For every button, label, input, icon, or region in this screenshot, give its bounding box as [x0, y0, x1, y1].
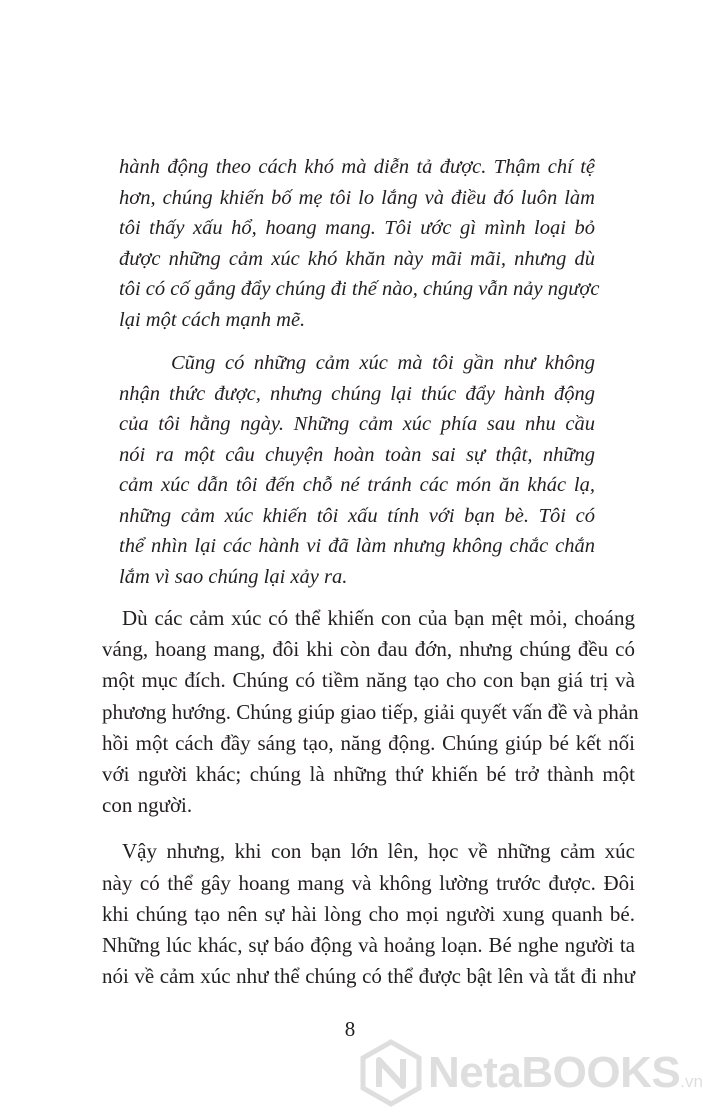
quote-line: nhận thức được, nhưng chúng lại thúc đẩy hành động — [119, 382, 595, 405]
body-paragraph-1 — [102, 603, 639, 821]
watermark — [360, 1040, 703, 1112]
quote-line: những cảm xúc khiến tôi xấu tính với bạn bè. Tôi có — [119, 504, 595, 527]
quote-line: hơn, chúng khiến bố mẹ tôi lo lắng và điều đó luôn làm — [119, 186, 595, 209]
body-line: Vậy nhưng, khi con bạn lớn lên, học về những cảm xúc — [122, 839, 635, 864]
body-line: nói về cảm xúc như thể chúng có thể được bật lên và tắt đi như — [102, 964, 635, 989]
quote-line: cảm xúc dẫn tôi đến chỗ né tránh các món ăn khác lạ, — [119, 474, 595, 496]
watermark-brand — [428, 1048, 703, 1098]
quote-line: lắm vì sao chúng lại xảy ra. — [119, 565, 348, 588]
body-line: này có thể gây hoang mang và không lường trước được. Đôi — [102, 870, 635, 895]
quote-line: hành động theo cách khó mà diễn tả được. Thậm chí tệ — [119, 156, 595, 178]
body-line: phương hướng. Chúng giúp giao tiếp, giải quyết vấn đề và phản — [102, 699, 639, 724]
watermark-brand-text: NetaBOOKS — [428, 1048, 681, 1097]
page-number: 8 — [344, 1017, 356, 1041]
quote-line: nói ra một câu chuyện hoàn toàn sai sự thật, những — [119, 443, 595, 466]
body-line: với người khác; chúng là những thứ khiến bé trở thành một — [102, 762, 635, 787]
body-line: Dù các cảm xúc có thể khiến con của bạn mệt mỏi, choáng — [122, 606, 635, 630]
italic-quote-block — [119, 152, 600, 592]
quote-paragraph-2 — [119, 348, 595, 592]
neta-n-logo-icon — [360, 1040, 422, 1106]
watermark-suffix: .vn — [680, 1072, 703, 1091]
body-line: khi chúng tạo nên sự hài lòng cho mọi người xung quanh bé. — [102, 901, 635, 926]
quote-line: tôi thấy xấu hổ, hoang mang. Tôi ước gì mình loại bỏ — [119, 217, 595, 239]
quote-line: tôi có cố gắng đẩy chúng đi thế nào, chúng vẫn nảy ngược — [119, 278, 600, 300]
quote-line: Cũng có những cảm xúc mà tôi gần như không — [171, 352, 595, 374]
quote-line: được những cảm xúc khó khăn này mãi mãi, nhưng dù — [119, 247, 595, 270]
body-line: Những lúc khác, sự báo động và hoảng loạn. Bé nghe người ta — [102, 933, 635, 958]
body-line: váng, hoang mang, đôi khi còn đau đớn, nhưng chúng đều có — [102, 637, 635, 662]
body-line: hồi một cách đầy sáng tạo, năng động. Chúng giúp bé kết nối — [102, 730, 635, 755]
body-line: con người. — [102, 793, 193, 818]
body-line: một mục đích. Chúng có tiềm năng tạo cho con bạn giá trị và — [102, 668, 635, 693]
quote-paragraph-1 — [119, 152, 600, 335]
quote-line: của tôi hằng ngày. Những cảm xúc phía sau nhu cầu — [119, 413, 595, 435]
quote-line: lại một cách mạnh mẽ. — [119, 308, 306, 331]
quote-line: thể nhìn lại các hành vi đã làm nhưng không chắc chắn — [119, 535, 595, 557]
body-paragraph-2 — [102, 836, 635, 992]
body-text-block — [102, 603, 639, 992]
